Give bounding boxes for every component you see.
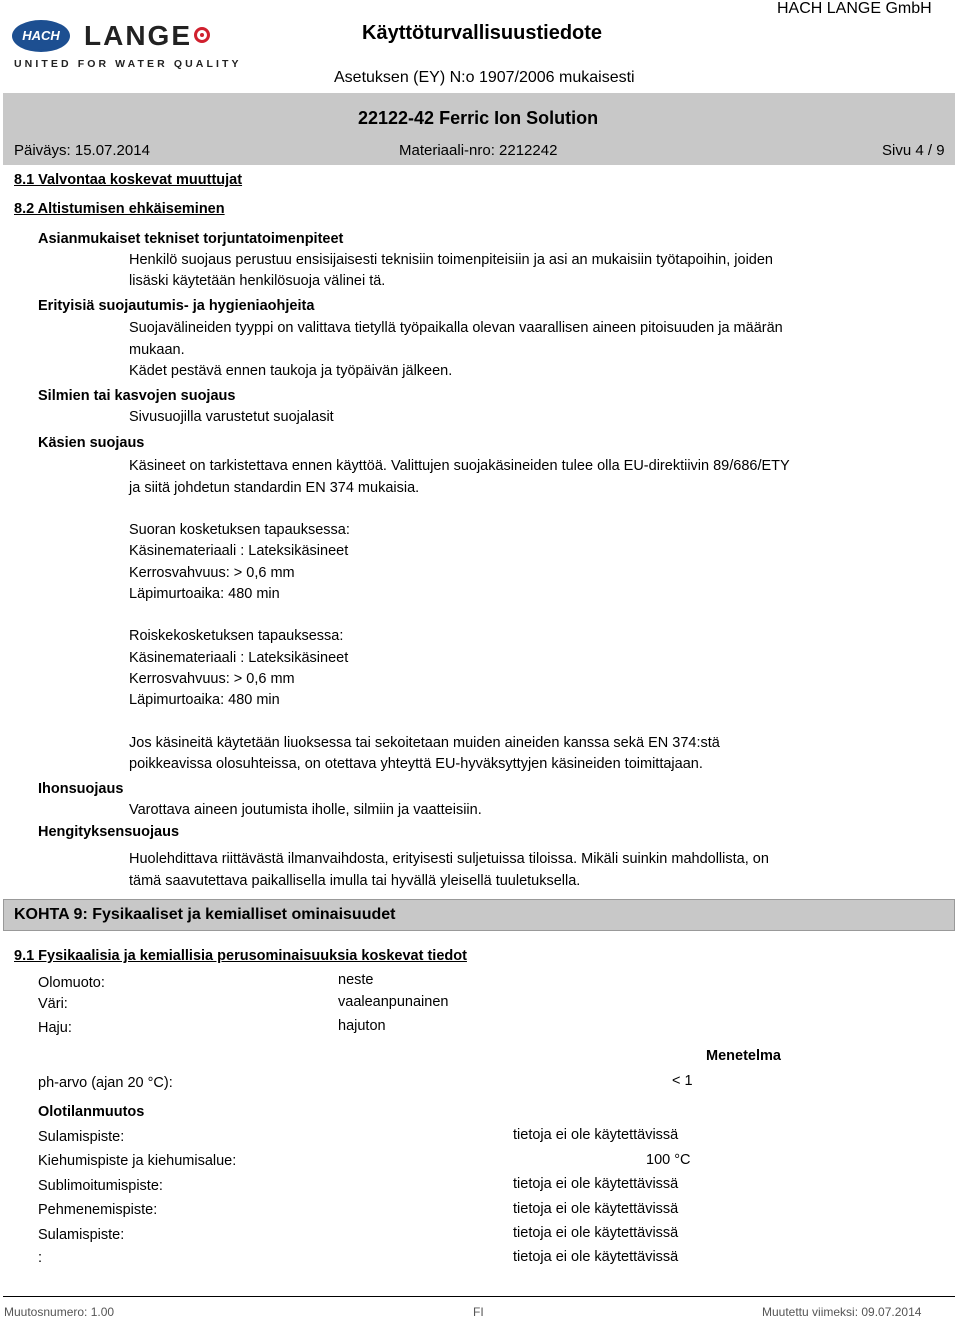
section-8-2-title: 8.2 Altistumisen ehkäiseminen: [14, 201, 225, 217]
unnamed-label: :: [38, 1250, 43, 1266]
hand-note-2: poikkeavissa olosuhteissa, on otettava yhteyttä EU-hyväksyttyjen käsineiden toimittajaan.: [129, 756, 703, 772]
hach-logo-text: HACH: [22, 28, 60, 43]
melting-2-label: Sulamispiste:: [38, 1227, 125, 1243]
hand-protection-heading: Käsien suojaus: [38, 435, 145, 451]
boiling-value: 100 °C: [646, 1152, 691, 1168]
lange-logo: LANGE: [84, 20, 192, 51]
hygiene-text-1: Suojavälineiden tyyppi on valittava tietyllä työpaikalla olevan vaarallisen aineen pitoisuuden ja määrän: [129, 320, 783, 336]
material-number: Materiaali-nro: 2212242: [399, 142, 558, 159]
sublimation-label: Sublimoitumispiste:: [38, 1178, 163, 1194]
product-name: 22122-42 Ferric Ion Solution: [358, 108, 599, 128]
direct-contact-material: Käsinemateriaali : Lateksikäsineet: [129, 543, 349, 559]
section-9-1-title: 9.1 Fysikaalisia ja kemiallisia perusominaisuuksia koskevat tiedot: [14, 948, 467, 964]
odor-label: Haju:: [38, 1020, 72, 1036]
hygiene-heading: Erityisiä suojautumis- ja hygieniaohjeita: [38, 298, 315, 314]
splash-contact-title: Roiskekosketuksen tapauksessa:: [129, 628, 344, 644]
form-value: neste: [338, 972, 374, 988]
footer-rule: [3, 1296, 955, 1297]
ph-value: < 1: [672, 1073, 693, 1089]
hygiene-text-3: Kädet pestävä ennen taukoja ja työpäivän jälkeen.: [129, 363, 453, 379]
direct-contact-breakthrough: Läpimurtoaika: 480 min: [129, 586, 280, 602]
skin-protection-heading: Ihonsuojaus: [38, 781, 124, 797]
color-label: Väri:: [38, 996, 68, 1012]
respiratory-text-1: Huolehdittava riittävästä ilmanvaihdosta, erityisesti suljetuissa tiloissa. Mikäli suinkin mahdollista, on: [129, 851, 769, 867]
hygiene-text-2: mukaan.: [129, 342, 185, 358]
date: Päiväys: 15.07.2014: [14, 142, 150, 159]
section-9-title: KOHTA 9: Fysikaaliset ja kemialliset ominaisuudet: [14, 906, 396, 923]
hand-protection-text-2: ja siitä johdetun standardin EN 374 mukaisia.: [129, 480, 420, 496]
softening-value: tietoja ei ole käytettävissä: [513, 1201, 679, 1217]
hand-protection-text-1: Käsineet on tarkistettava ennen käyttöä. Valittujen suojakäsineiden tulee olla EU-direktiivin 89/686/ETY: [129, 458, 790, 474]
color-value: vaaleanpunainen: [338, 994, 449, 1010]
state-change-heading: Olotilanmuutos: [38, 1104, 145, 1120]
skin-protection-text: Varottava aineen joutumista iholle, silmiin ja vaatteisiin.: [129, 802, 482, 818]
respiratory-text-2: tämä saavutettava paikallisella imulla tai hyvällä yleisellä tuuletuksella.: [129, 873, 581, 889]
tech-measures-heading: Asianmukaiset tekniset torjuntatoimenpiteet: [38, 231, 344, 247]
company-name: HACH LANGE GmbH: [777, 0, 932, 17]
direct-contact-title: Suoran kosketuksen tapauksessa:: [129, 522, 350, 538]
splash-contact-thickness: Kerrosvahvuus: > 0,6 mm: [129, 671, 295, 687]
lange-target-icon: [194, 27, 210, 43]
page-number: Sivu 4 / 9: [882, 142, 945, 159]
footer-modified: Muutettu viimeksi: 09.07.2014: [762, 1305, 922, 1319]
ph-label: ph-arvo (ajan 20 °C):: [38, 1075, 173, 1091]
eye-protection-text: Sivusuojilla varustetut suojalasit: [129, 409, 334, 425]
unnamed-value: tietoja ei ole käytettävissä: [513, 1249, 679, 1265]
hach-logo: [12, 20, 70, 52]
odor-value: hajuton: [338, 1018, 386, 1034]
document-title: Käyttöturvallisuustiedote: [362, 22, 603, 44]
footer-language: FI: [473, 1305, 484, 1319]
splash-contact-material: Käsinemateriaali : Lateksikäsineet: [129, 650, 349, 666]
tech-measures-text-1: Henkilö suojaus perustuu ensisijaisesti teknisiin toimenpiteisiin ja asi an mukaisiin työtapoihin, joiden: [129, 252, 773, 268]
section-8-1-title: 8.1 Valvontaa koskevat muuttujat: [14, 172, 243, 188]
hand-note-1: Jos käsineitä käytetään liuoksessa tai sekoitetaan muiden aineiden kanssa sekä EN 374:stä: [129, 735, 720, 751]
melting-label: Sulamispiste:: [38, 1129, 125, 1145]
direct-contact-thickness: Kerrosvahvuus: > 0,6 mm: [129, 565, 295, 581]
regulation: Asetuksen (EY) N:o 1907/2006 mukaisesti: [334, 69, 635, 86]
melting-value: tietoja ei ole käytettävissä: [513, 1127, 679, 1143]
footer-revision: Muutosnumero: 1.00: [4, 1305, 115, 1319]
eye-protection-heading: Silmien tai kasvojen suojaus: [38, 388, 236, 404]
boiling-label: Kiehumispiste ja kiehumisalue:: [38, 1153, 237, 1169]
softening-label: Pehmenemispiste:: [38, 1202, 158, 1218]
tech-measures-text-2: lisäski käytetään henkilösuoja välinei tä.: [129, 273, 386, 289]
sublimation-value: tietoja ei ole käytettävissä: [513, 1176, 679, 1192]
method-heading: Menetelma: [706, 1048, 781, 1064]
form-label: Olomuoto:: [38, 975, 105, 991]
melting-2-value: tietoja ei ole käytettävissä: [513, 1225, 679, 1241]
splash-contact-breakthrough: Läpimurtoaika: 480 min: [129, 692, 280, 708]
respiratory-heading: Hengityksensuojaus: [38, 824, 180, 840]
tagline: UNITED FOR WATER QUALITY: [14, 58, 242, 70]
